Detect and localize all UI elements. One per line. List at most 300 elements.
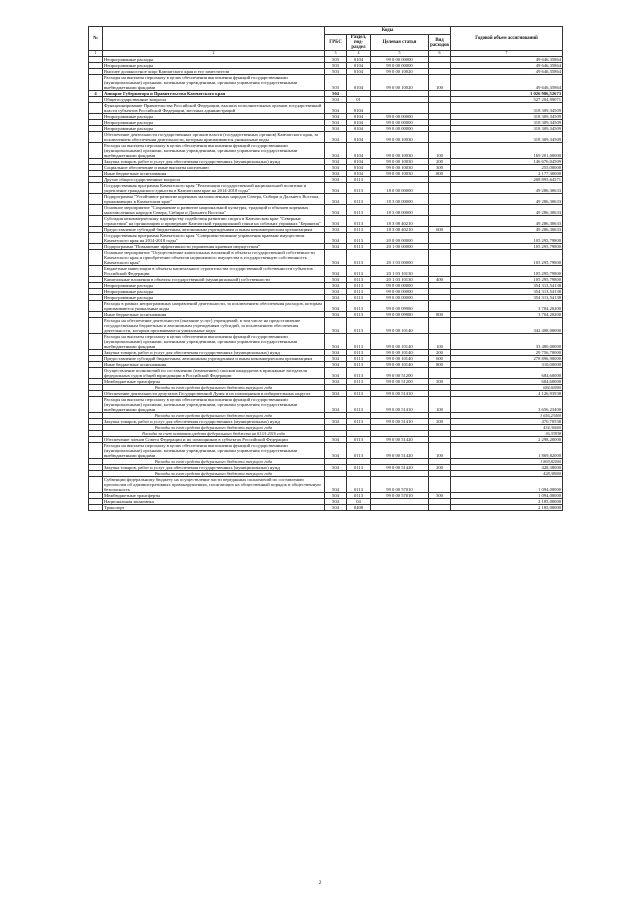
row-amount-cell: 428,38000 [451, 470, 563, 476]
row-amount-cell: 105 295,79800 [451, 243, 563, 249]
row-section-cell: 0113 [347, 355, 371, 361]
row-amount-cell: 169 201,00000 [451, 142, 563, 158]
row-grbs-cell: 504 [325, 349, 347, 355]
table-row [89, 131, 563, 142]
row-target-cell: 99 0 00 51200 [371, 378, 429, 384]
row-amount-cell: 434,36600 [451, 424, 563, 430]
row-section-cell: 0113 [347, 436, 371, 442]
table-row [89, 442, 563, 458]
row-grbs-cell: 504 [325, 367, 347, 378]
row-target-cell: 20 1 03 10130 [371, 276, 429, 282]
row-exptype-cell: 200 [429, 349, 451, 355]
row-target-cell: 99 0 00 10030 [371, 158, 429, 164]
row-exptype-cell: 100 [429, 333, 451, 349]
row-description-cell: Расходы на обеспечение деятельности (оказание услуг) учреждений, в том числе на предоставление государственным бюджетным и автономным учреждениям субсидий, за исключением обеспечения деятельности, которым присваиваются уникальные коды [103, 317, 325, 333]
row-exptype-cell [429, 317, 451, 333]
row-description-cell: Иные бюджетные ассигнования [103, 170, 325, 176]
row-section-cell: 0113 [347, 418, 371, 424]
row-amount-cell: 684,60000 [451, 367, 563, 378]
row-amount-cell: 2 185,00000 [451, 498, 563, 504]
row-description-cell: Общегосударственные вопросы [103, 96, 325, 102]
row-amount-cell: 1 094,00000 [451, 476, 563, 492]
row-exptype-cell [429, 193, 451, 204]
header-exptype: Вид расходов [429, 35, 451, 51]
row-grbs-cell: 503 [325, 62, 347, 68]
row-num-cell [89, 504, 103, 510]
row-description-cell: Непрограммные расходы [103, 294, 325, 300]
row-description-cell: Расходы на выплаты персоналу в целях обеспечения выполнения функций государственными (муниципальными) органами, казенными учреждениями, органами управления государственными внебюджетными фондами [103, 442, 325, 458]
row-description-cell: Непрограммные расходы [103, 288, 325, 294]
row-description-cell: Расходы за счет средств федерального бюджета текущего года [103, 424, 325, 430]
row-section-cell: 0113 [347, 288, 371, 294]
row-amount-cell: 318 309,34509 [451, 131, 563, 142]
row-exptype-cell: 100 [429, 74, 451, 90]
row-grbs-cell: 504 [325, 333, 347, 349]
row-description-cell: Расходы за счет средств федерального бюджета текущего года [103, 384, 325, 390]
row-num-cell [89, 204, 103, 215]
row-section-cell: 0113 [347, 396, 371, 412]
row-grbs-cell: 504 [325, 396, 347, 412]
row-grbs-cell: 504 [325, 131, 347, 142]
row-target-cell: 99 0 00 10030 [371, 164, 429, 170]
table-row [89, 476, 563, 492]
row-grbs-cell: 504 [325, 390, 347, 396]
row-grbs-cell: 504 [325, 90, 347, 96]
row-description-cell: Закупка товаров, работ и услуг для обеспечения государственных (муниципальных) нужд [103, 158, 325, 164]
row-section-cell: 0113 [347, 226, 371, 232]
row-num-cell [89, 131, 103, 142]
row-amount-cell: 310,00000 [451, 361, 563, 367]
row-exptype-cell [429, 367, 451, 378]
row-grbs-cell: 504 [325, 164, 347, 170]
row-target-cell: 99 0 00 00000 [371, 113, 429, 119]
row-target-cell: 99 0 00 00000 [371, 282, 429, 288]
row-target-cell: 99 0 00 00000 [371, 119, 429, 125]
table-row [89, 182, 563, 193]
row-exptype-cell: 200 [429, 158, 451, 164]
row-exptype-cell: 800 [429, 361, 451, 367]
row-amount-cell: 1 026 986,52673 [451, 90, 563, 96]
table-row [89, 232, 563, 243]
table-row [89, 204, 563, 215]
row-description-cell: Непрограммные расходы [103, 113, 325, 119]
header-target: Целевая статья [371, 35, 429, 51]
row-section-cell: 0113 [347, 182, 371, 193]
row-exptype-cell [429, 232, 451, 243]
row-amount-cell: 255,00000 [451, 164, 563, 170]
row-num-cell [89, 102, 103, 113]
table-row [89, 317, 563, 333]
row-section-cell: 0113 [347, 390, 371, 396]
row-section-cell: 0104 [347, 113, 371, 119]
row-grbs-cell: 504 [325, 170, 347, 176]
row-section-cell: 0104 [347, 56, 371, 62]
row-description-cell: Предоставление субсидий бюджетным, автономным учреждениям и иным некоммерческим организациям [103, 226, 325, 232]
row-target-cell: 99 0 00 10140 [371, 333, 429, 349]
row-section-cell: 0113 [347, 215, 371, 226]
row-description-cell: Национальная экономика [103, 498, 325, 504]
row-description-cell: Закупка товаров, работ и услуг для обеспечения государственных (муниципальных) нужд [103, 464, 325, 470]
table-row [89, 396, 563, 412]
row-amount-cell: 354 313,54138 [451, 288, 563, 294]
row-description-cell: Субсидия некоммерческому партнерству содействия развитию спорта в Камчатском крае "Северные странствия" на организацию и проведение Камчатской традиционной гонки на собачьих упряжках "Берингия" [103, 215, 325, 226]
row-num-cell [89, 396, 103, 412]
row-grbs-cell: 504 [325, 378, 347, 384]
row-description-cell: Высшее должностное лицо Камчатского края и его заместители [103, 68, 325, 74]
row-amount-cell: 36,33938 [451, 430, 563, 436]
row-grbs-cell: 504 [325, 300, 347, 311]
row-target-cell: 99 0 00 00000 [371, 56, 429, 62]
row-description-cell: Закупка товаров, работ и услуг для обеспечения государственных (муниципальных) нужд [103, 349, 325, 355]
row-amount-cell: 49 646,35864 [451, 74, 563, 90]
row-section-cell: 0113 [347, 265, 371, 276]
row-section-cell: 0113 [347, 311, 371, 317]
row-description-cell: Межбюджетные трансферты [103, 492, 325, 498]
row-target-cell: 99 0 00 10140 [371, 349, 429, 355]
row-num-cell [89, 265, 103, 276]
row-grbs-cell: 503 [325, 56, 347, 62]
row-description-cell: Обеспечение деятельности депутатов Государственной Думы и их помощников в избирательных округах [103, 390, 325, 396]
table-row [89, 215, 563, 226]
row-section-cell: 0104 [347, 62, 371, 68]
row-target-cell: 18 3 08 40210 [371, 215, 429, 226]
row-section-cell: 0104 [347, 102, 371, 113]
row-exptype-cell [429, 215, 451, 226]
row-exptype-cell: 500 [429, 492, 451, 498]
row-target-cell: 99 0 00 51420 [371, 464, 429, 470]
row-target-cell: 99 0 00 09980 [371, 311, 429, 317]
row-description-cell: Непрограммные расходы [103, 125, 325, 131]
row-amount-cell: 318 309,34509 [451, 113, 563, 119]
row-amount-cell: 470,70538 [451, 418, 563, 424]
row-amount-cell: 29 756,70000 [451, 349, 563, 355]
table-row [89, 367, 563, 378]
row-description-cell: Государственная программа Камчатского края "Реализация государственной национальной политики и укрепление гражданского единства в Камчатском крае на 2014-2018 годы" [103, 182, 325, 193]
row-amount-cell: 49 646,35864 [451, 62, 563, 68]
row-num-cell [89, 476, 103, 492]
row-exptype-cell [429, 182, 451, 193]
row-section-cell: 0408 [347, 504, 371, 510]
row-description-cell: Осуществление полномочий по составлению (изменению) списков кандидатов в присяжные заседатели федеральных судов общей юрисдикции в Российской Федерации [103, 367, 325, 378]
row-section-cell: 0104 [347, 119, 371, 125]
row-exptype-cell: 800 [429, 311, 451, 317]
row-grbs-cell: 504 [325, 158, 347, 164]
row-grbs-cell: 504 [325, 361, 347, 367]
row-amount-cell: 278 896,90000 [451, 355, 563, 361]
row-amount-cell: 105 295,79800 [451, 232, 563, 243]
row-num-cell [89, 74, 103, 90]
row-exptype-cell: 300 [429, 164, 451, 170]
row-grbs-cell: 504 [325, 226, 347, 232]
row-amount-cell: 342 408,00000 [451, 317, 563, 333]
row-target-cell: 99 0 00 51200 [371, 367, 429, 378]
row-description-cell: Расходы за счет средств федерального бюджета текущего года [103, 458, 325, 464]
row-amount-cell: 684,60000 [451, 378, 563, 384]
row-num-cell [89, 193, 103, 204]
table-row [89, 193, 563, 204]
row-target-cell: 99 0 00 51410 [371, 396, 429, 412]
row-section-cell: 0113 [347, 442, 371, 458]
table-body [89, 51, 563, 511]
row-amount-cell: 354 313,54138 [451, 282, 563, 288]
row-section-cell: 0104 [347, 131, 371, 142]
row-num-cell [89, 317, 103, 333]
header-num: № [89, 27, 103, 51]
row-target-cell: 99 0 00 10030 [371, 142, 429, 158]
row-description-cell: Основное мероприятие "Сохранение и развитие национальной культуры, традиций и обычаев коренных малочисленных народов Севера, Сибири и Дальнего Востока" [103, 204, 325, 215]
row-target-cell: 99 0 00 00000 [371, 62, 429, 68]
row-grbs-cell: 504 [325, 113, 347, 119]
row-exptype-cell: 800 [429, 170, 451, 176]
row-grbs-cell: 504 [325, 243, 347, 249]
table-row [89, 300, 563, 311]
row-amount-cell: 49 286,30633 [451, 204, 563, 215]
row-grbs-cell: 504 [325, 193, 347, 204]
table-row [89, 74, 563, 90]
row-amount-cell: 428,38000 [451, 464, 563, 470]
row-amount-cell: 49 286,30633 [451, 193, 563, 204]
row-amount-cell: 49 286,30633 [451, 215, 563, 226]
row-section-cell: 0113 [347, 282, 371, 288]
row-section-cell: 0113 [347, 349, 371, 355]
row-grbs-cell: 504 [325, 142, 347, 158]
row-amount-cell: 1 869,82000 [451, 458, 563, 464]
row-section-cell: 0113 [347, 476, 371, 492]
row-exptype-cell: 100 [429, 142, 451, 158]
row-description-cell: Подпрограмма "Повышение эффективности управления краевым имуществом" [103, 243, 325, 249]
row-section-cell: 0113 [347, 464, 371, 470]
row-description-cell: Расходы за счет средств федерального бюджета текущего года [103, 470, 325, 476]
row-grbs-cell: 504 [325, 282, 347, 288]
row-section-cell: 0113 [347, 492, 371, 498]
table-row [89, 504, 563, 510]
row-amount-cell: 4 126,93938 [451, 390, 563, 396]
row-target-cell: 99 0 00 09980 [371, 300, 429, 311]
row-target-cell: 99 0 00 10140 [371, 361, 429, 367]
row-num-cell [89, 300, 103, 311]
budget-table-sheet [88, 26, 562, 511]
row-target-cell: 99 0 00 57010 [371, 476, 429, 492]
row-target-cell: 20 1 00 00000 [371, 243, 429, 249]
row-amount-cell: 2 185,00000 [451, 504, 563, 510]
row-exptype-cell: 200 [429, 418, 451, 424]
header-codes: Коды [325, 27, 451, 35]
row-description-cell: Другие общегосударственные вопросы [103, 176, 325, 182]
row-section-cell: 0113 [347, 294, 371, 300]
row-description-cell: Функционирование Правительства Российской Федерации, высших исполнительных органов государственной власти субъектов Российской Федерации, местных администраций [103, 102, 325, 113]
row-description-cell: Непрограммные расходы [103, 56, 325, 62]
row-target-cell: 99 0 00 51410 [371, 390, 429, 396]
row-section-cell: 0113 [347, 232, 371, 243]
row-description-cell: Аппарат Губернатора и Правительства Камчатского края [103, 90, 325, 96]
row-num-cell [89, 182, 103, 193]
index-cell: 6 [429, 51, 451, 57]
row-exptype-cell [429, 131, 451, 142]
row-exptype-cell: 500 [429, 378, 451, 384]
index-cell: 7 [451, 51, 563, 57]
row-grbs-cell: 504 [325, 102, 347, 113]
row-section-cell: 01 [347, 96, 371, 102]
row-grbs-cell: 504 [325, 317, 347, 333]
row-section-cell: 0113 [347, 367, 371, 378]
row-grbs-cell: 504 [325, 119, 347, 125]
row-target-cell: 99 0 00 00000 [371, 125, 429, 131]
row-description-cell: Транспорт [103, 504, 325, 510]
row-exptype-cell: 100 [429, 396, 451, 412]
budget-table [88, 26, 563, 511]
row-target-cell: 99 0 00 57010 [371, 492, 429, 498]
row-amount-cell: 105 295,79800 [451, 265, 563, 276]
row-amount-cell: 1 869,82000 [451, 442, 563, 458]
row-target-cell: 99 0 00 10030 [371, 170, 429, 176]
row-exptype-cell: 200 [429, 464, 451, 470]
row-section-cell: 0113 [347, 193, 371, 204]
row-num-cell [89, 367, 103, 378]
row-exptype-cell: 100 [429, 442, 451, 458]
row-num-cell [89, 333, 103, 349]
row-num-cell [89, 142, 103, 158]
row-description-cell: Непрограммные расходы [103, 119, 325, 125]
row-target-cell [371, 504, 429, 510]
row-grbs-cell: 504 [325, 504, 347, 510]
header-row-1 [89, 27, 563, 35]
row-amount-cell: 3 656,23400 [451, 412, 563, 418]
row-amount-cell: 3 656,23400 [451, 396, 563, 412]
row-grbs-cell: 503 [325, 74, 347, 90]
row-amount-cell: 33 480,00000 [451, 333, 563, 349]
row-exptype-cell [429, 476, 451, 492]
row-description-cell: Социальное обеспечение и иные выплаты населению [103, 164, 325, 170]
row-num-cell: 4 [89, 90, 103, 96]
header-grbs: ГРБС [325, 35, 347, 51]
row-grbs-cell: 504 [325, 232, 347, 243]
row-grbs-cell: 504 [325, 215, 347, 226]
row-exptype-cell: 600 [429, 355, 451, 361]
row-amount-cell: 3 704,20200 [451, 300, 563, 311]
row-section-cell: 0113 [347, 300, 371, 311]
row-section-cell: 0104 [347, 164, 371, 170]
row-section-cell: 0104 [347, 74, 371, 90]
row-grbs-cell: 504 [325, 355, 347, 361]
row-description-cell: Расходы за счет остатков средств федерального бюджета на 01.01.2016 года [103, 430, 325, 436]
row-grbs-cell: 503 [325, 68, 347, 74]
row-target-cell: 18 3 00 00000 [371, 193, 429, 204]
row-target-cell: 99 0 00 10140 [371, 317, 429, 333]
row-amount-cell: 49 646,35864 [451, 68, 563, 74]
row-grbs-cell: 504 [325, 96, 347, 102]
table-row [89, 142, 563, 158]
row-section-cell: 0113 [347, 317, 371, 333]
row-num-cell [89, 249, 103, 265]
row-amount-cell: 49 286,30633 [451, 226, 563, 232]
row-amount-cell: 49 286,30633 [451, 182, 563, 193]
row-description-cell: Непрограммные расходы [103, 62, 325, 68]
row-amount-cell: 318 309,34509 [451, 102, 563, 113]
row-amount-cell: 2 298,20000 [451, 436, 563, 442]
row-amount-cell: 318 309,34509 [451, 119, 563, 125]
row-exptype-cell [429, 249, 451, 265]
row-target-cell: 99 0 00 51420 [371, 442, 429, 458]
row-exptype-cell: 600 [429, 226, 451, 232]
row-target-cell: 99 0 00 10140 [371, 355, 429, 361]
row-section-cell: 0113 [347, 204, 371, 215]
row-target-cell: 99 0 00 10020 [371, 68, 429, 74]
row-section-cell: 0104 [347, 158, 371, 164]
row-section-cell: 0113 [347, 249, 371, 265]
row-exptype-cell [429, 265, 451, 276]
row-amount-cell: 105 295,79800 [451, 249, 563, 265]
header-name [103, 27, 325, 51]
row-description-cell: Бюджетные инвестиции в объекты капитального строительства государственной собственности субъектов Российской Федерации [103, 265, 325, 276]
row-description-cell: Расходы за счет средств федерального бюджета текущего года [103, 412, 325, 418]
row-amount-cell: 527 204,99071 [451, 96, 563, 102]
table-row [89, 265, 563, 276]
row-grbs-cell: 504 [325, 492, 347, 498]
row-description-cell: Закупка товаров, работ и услуг для обеспечения государственных (муниципальных) нужд [103, 418, 325, 424]
row-section-cell: 0113 [347, 378, 371, 384]
row-grbs-cell: 504 [325, 436, 347, 442]
row-section-cell: 0104 [347, 142, 371, 158]
row-exptype-cell [429, 504, 451, 510]
row-description-cell: Расходы на выплаты персоналу в целях обеспечения выполнения функций государственными (муниципальными) органами, казенными учреждениями, органами управления государственными внебюджетными фондами [103, 396, 325, 412]
row-exptype-cell [429, 102, 451, 113]
row-target-cell: 20 1 03 00000 [371, 249, 429, 265]
row-num-cell [89, 215, 103, 226]
row-amount-cell: 105 295,79800 [451, 276, 563, 282]
page-number: 2 [318, 880, 322, 886]
row-description-cell: Расходы на выплаты персоналу в целях обеспечения выполнения функций государственными (муниципальными) органами, казенными учреждениями, органами управления государственными внебюджетными фондами [103, 333, 325, 349]
row-target-cell: 99 0 00 00000 [371, 288, 429, 294]
header-section: Раздел, под-раздел [347, 35, 371, 51]
row-section-cell: 0113 [347, 333, 371, 349]
index-cell: 3 [325, 51, 347, 57]
row-target-cell: 18 3 08 40210 [371, 226, 429, 232]
row-amount-cell: 49 646,35864 [451, 56, 563, 62]
row-grbs-cell: 504 [325, 442, 347, 458]
table-row [89, 102, 563, 113]
row-amount-cell: 208 895,64571 [451, 176, 563, 182]
row-description-cell: Основное мероприятие "Осуществление капитальных вложений в объекты государственной собственности Камчатского края и приобретение объектов недвижимого имущества в государственную собственность Камчатского края" [103, 249, 325, 265]
row-grbs-cell: 504 [325, 182, 347, 193]
row-target-cell [371, 102, 429, 113]
row-grbs-cell: 504 [325, 176, 347, 182]
index-cell: 5 [371, 51, 429, 57]
row-section-cell: 0113 [347, 243, 371, 249]
row-description-cell: Иные бюджетные ассигнования [103, 311, 325, 317]
row-target-cell: 99 0 00 51420 [371, 436, 429, 442]
row-grbs-cell: 504 [325, 311, 347, 317]
row-description-cell: Капитальные вложения в объекты государственной (муниципальной) собственности [103, 276, 325, 282]
row-amount-cell: 318 309,34509 [451, 125, 563, 131]
row-target-cell: 99 0 00 51410 [371, 418, 429, 424]
row-grbs-cell: 504 [325, 204, 347, 215]
row-target-cell: 20 1 03 10130 [371, 265, 429, 276]
row-description-cell: Государственная программа Камчатского края "Совершенствование управления краевым имуществом Камчатского края на 2014-2018 годы" [103, 232, 325, 243]
row-grbs-cell: 504 [325, 464, 347, 470]
table-row [89, 333, 563, 349]
row-amount-cell: 684,60000 [451, 384, 563, 390]
row-description-cell: Расходы на выплаты персоналу в целях обеспечения выполнения функций государственными (муниципальными) органами, казенными учреждениями, органами управления государственными внебюджетными фондами [103, 142, 325, 158]
row-grbs-cell: 504 [325, 418, 347, 424]
row-description-cell: Межбюджетные трансферты [103, 378, 325, 384]
row-grbs-cell: 504 [325, 125, 347, 131]
row-grbs-cell: 504 [325, 498, 347, 504]
row-description-cell: Субвенции федеральному бюджету на осуществление части переданных полномочий по составлению протоколов об административных правонарушениях, посягающих на общественный порядок и общественную безопасность [103, 476, 325, 492]
index-cell: 1 [89, 51, 103, 57]
row-amount-cell: 3 704,20200 [451, 311, 563, 317]
table-row [89, 249, 563, 265]
row-exptype-cell [429, 204, 451, 215]
